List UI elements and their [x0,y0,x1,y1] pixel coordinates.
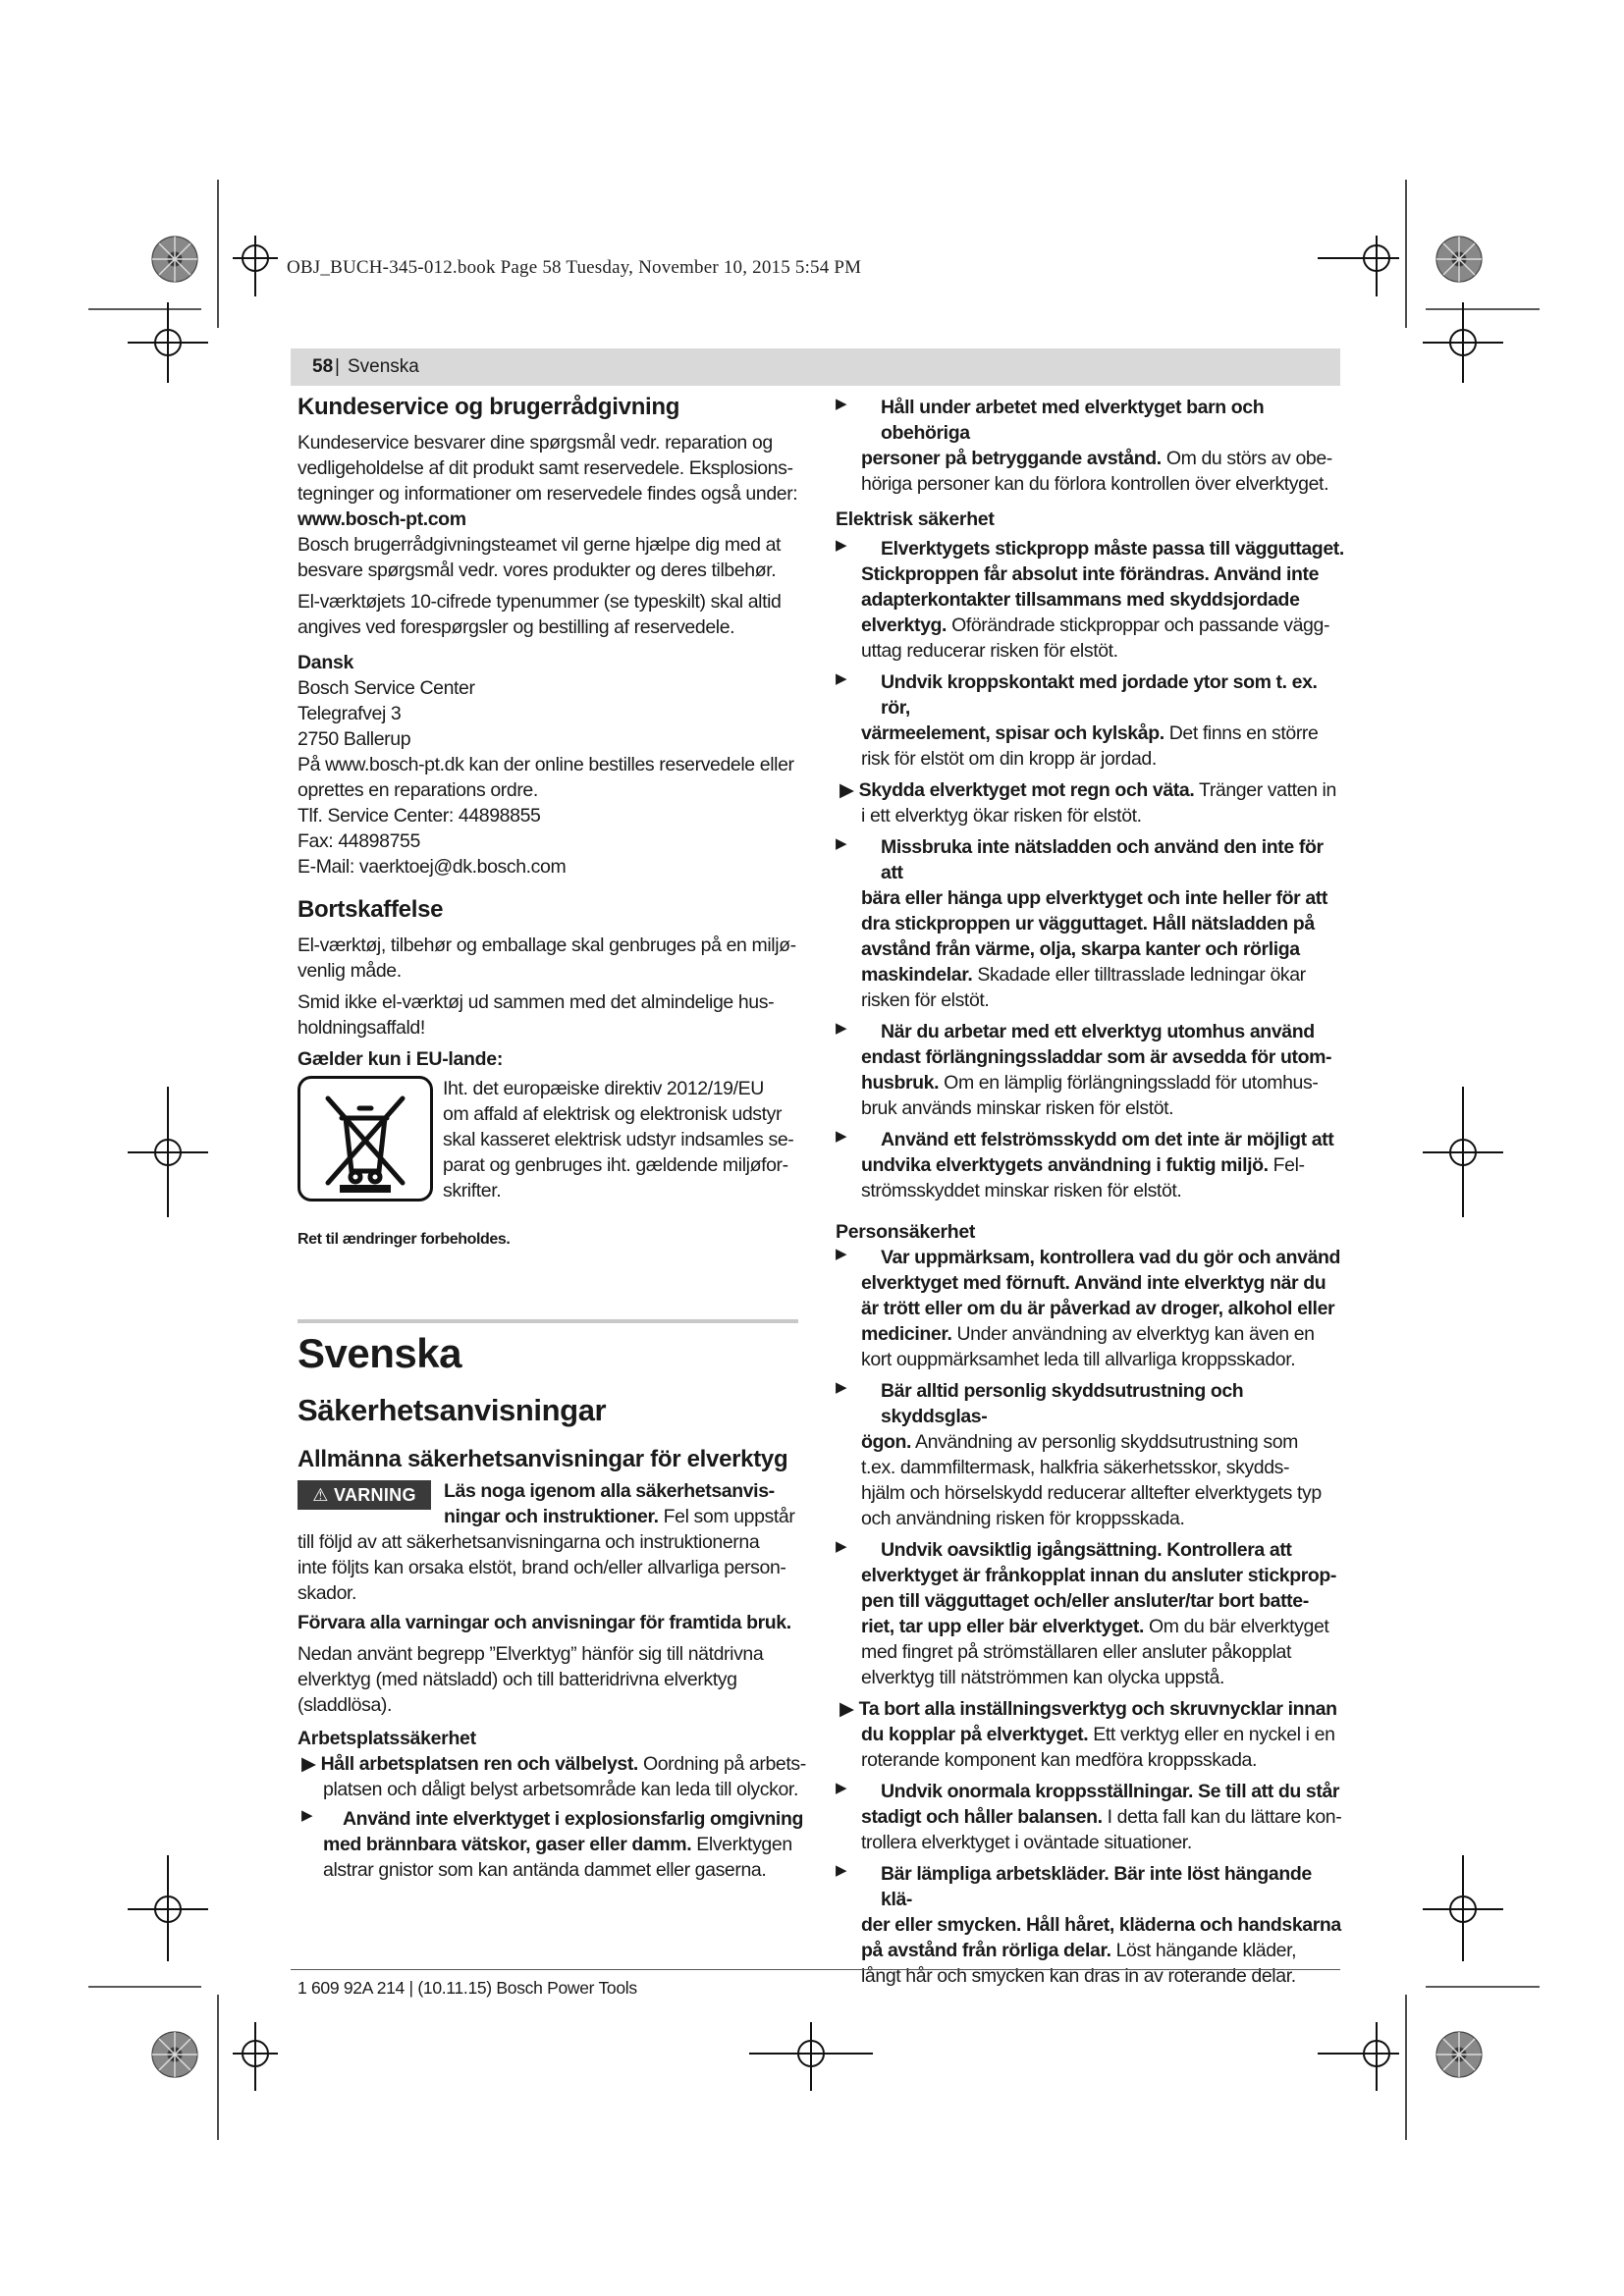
bullet-arrow-icon: ▶ [836,1379,847,1396]
list-item [836,1019,1346,1121]
registration-target-top-left [233,236,278,296]
text-span: Oordning på arbets- [637,1753,806,1775]
text-line: adapterkontakter tillsammans med skyddsjordade [861,589,1300,611]
text-line: (sladdlösa). [298,1694,392,1716]
bullet-arrow-icon: ▶ [836,1020,847,1037]
list-item [298,1751,808,1802]
text-span: Fel som uppstår [658,1506,795,1527]
left-column [298,393,808,1883]
text-span: Under användning av elverktyg kan även en [951,1323,1315,1345]
text-span: ögon. [861,1431,912,1453]
text-line: Undvik onormala kroppsställningar. Se till att du står [881,1781,1340,1802]
text-line: i ett elverktyg ökar risken för elstöt. [861,805,1142,827]
text-line: parat og genbruges iht. gældende miljøfor- [443,1154,788,1176]
list-item [836,1245,1346,1372]
text-line: risk för elstöt om din kropp är jordad. [861,748,1157,770]
text-line: Undvik kroppskontakt med jordade ytor som t. ex. rör, [881,671,1318,719]
text-span: Det finns en större [1164,722,1319,744]
text-span: personer på betryggande avstånd. [861,448,1162,469]
text-line: med fingret på strömställaren eller ansluter påkopplat [861,1641,1291,1663]
text-line: Elverktygets stickpropp måste passa till vägguttaget. [881,538,1344,560]
text-span: I detta fall kan du lättare kon- [1102,1806,1342,1828]
text-span: maskindelar. [861,964,973,986]
text-line: och användning risken för kroppsskada. [861,1508,1185,1529]
text-line: Använd inte elverktyget i explosionsfarlig omgivning [343,1808,803,1830]
text-span: Om du störs av obe- [1161,448,1332,469]
weee-bin-icon [298,1076,433,1201]
text-line: Stickproppen får absolut inte förändras. Använd inte [861,563,1320,585]
page-number: 58 [312,356,334,377]
list-item [836,1696,1346,1773]
text-span: undvika elverktygets användning i fuktig miljö. [861,1154,1269,1176]
text-line: risken för elstöt. [861,989,990,1011]
text-line: Tlf. Service Center: 44898855 [298,805,541,827]
text-span: Tränger vatten in [1194,779,1336,801]
bullet-arrow-icon: ▶ [839,1698,859,1720]
text-line: Fax: 44898755 [298,830,420,852]
text-line: Bosch Service Center [298,677,475,699]
text-line: om affald af elektrisk og elektronisk udstyr [443,1103,783,1125]
list-item [836,1378,1346,1531]
text-line: hjälm och hörselskydd reducerar alltefter elverktygets typ [861,1482,1322,1504]
list-item [836,777,1346,828]
weee-block [298,1076,808,1209]
text-line: El-værktøjets 10-cifrede typenummer (se typeskilt) skal altid [298,591,782,613]
registration-target-left-middle [128,1087,208,1217]
text-line: Nedan använt begrepp ”Elverktyg” hänför sig till nätdrivna [298,1643,764,1665]
text-line: roterande komponent kan medföra kroppsskada. [861,1749,1257,1771]
text-span: Löst hängande kläder, [1110,1940,1297,1961]
text-line: skador. [298,1582,357,1604]
heading-kundeservice: Kundeservice og brugerrådgivning [298,394,680,420]
list-item [836,1127,1346,1203]
registration-target-right-middle [1423,1087,1503,1217]
text-line: skrifter. [443,1180,502,1201]
bullet-arrow-icon: ▶ [836,396,847,412]
bullet-arrow-icon: ▶ [836,670,847,687]
text-line: endast förlängningssladdar som är avsedda för utom- [861,1046,1332,1068]
text-span: Elverktygen [691,1834,792,1855]
text-line: elverktyg (med nätsladd) och till batteridrivna elverktyg [298,1669,737,1690]
list-item [836,834,1346,1013]
text-line: elverktyget är frånkopplat innan du ansluter stickprop- [861,1565,1337,1586]
text-span: Om du bär elverktyget [1143,1616,1329,1637]
text-span: Användning av personlig skyddsutrustning som [911,1431,1298,1453]
text-line: Läs noga igenom alla säkerhetsanvis- [444,1480,775,1502]
text-line: Kundeservice besvarer dine spørgsmål vedr. reparation og [298,432,773,454]
registration-target-left-lower [128,1855,208,1961]
text-line: platsen och dåligt belyst arbetsområde kan leda till olyckor. [323,1779,798,1800]
text-line: inte följts kan orsaka elstöt, brand och/eller allvarliga person- [298,1557,786,1578]
text-span: mediciner. [861,1323,952,1345]
text-span: ningar och instruktioner. [444,1506,659,1527]
text-line: Telegrafvej 3 [298,703,402,724]
bullet-arrow-icon: ▶ [301,1753,321,1775]
text-line: uttag reducerar risken för elstöt. [861,640,1118,662]
text-line: besvare spørgsmål vedr. vores produkter og deres tilbehør. [298,560,777,581]
heading-elektrisk: Elektrisk säkerhet [836,508,995,530]
text-line: oprettes en reparations ordre. [298,779,538,801]
warning-block [298,1478,808,1529]
text-line: är trött eller om du är påverkad av droger, alkohol eller [861,1298,1335,1319]
text-line: tegninger og informationer om reservedele findes også under: [298,483,798,505]
bullet-arrow-icon: ▶ [836,1128,847,1145]
bullet-arrow-icon: ▶ [836,537,847,554]
warning-label: VARNING [333,1485,416,1505]
heading-personsakerhet: Personsäkerhet [836,1221,976,1243]
registration-target-left-upper [128,302,208,383]
text-line: Missbruka inte nätsladden och använd den inte för att [881,836,1324,883]
bullet-arrow-icon: ▶ [836,1246,847,1262]
text-span: du kopplar på elverktyget. [861,1724,1089,1745]
footer-text: 1 609 92A 214 | (10.11.15) Bosch Power Tools [298,1978,637,1998]
text-line: El-værktøj, tilbehør og emballage skal genbruges på en miljø- [298,934,796,956]
text-line: angives ved forespørgsler og bestilling af reservedele. [298,616,735,638]
text-line: Iht. det europæiske direktiv 2012/19/EU [443,1078,764,1099]
text-line: När du arbetar med ett elverktyg utomhus använd [881,1021,1315,1042]
text-line: Använd ett felströmsskydd om det inte är möjligt att [881,1129,1334,1150]
text-line: strömsskyddet minskar risken för elstöt. [861,1180,1182,1201]
text-line: Bär alltid personlig skyddsutrustning och skyddsglas- [881,1380,1244,1427]
text-line: elverktyget med förnuft. Använd inte elverktyg när du [861,1272,1326,1294]
text-span: Oförändrade stickproppar och passande vägg- [947,614,1330,636]
right-column [836,395,1346,1989]
text-line: der eller smycken. Håll håret, kläderna och handskarna [861,1914,1341,1936]
text-span: husbruk. [861,1072,940,1094]
registration-target-bottom-right [1318,2022,1399,2091]
text-line: långt hår och smycken kan dras in av roterande delar. [861,1965,1296,1987]
text-line: kort ouppmärksamhet leda till allvarliga kroppsskador. [861,1349,1296,1370]
text-span: elverktyg. [861,614,947,636]
list-item [836,669,1346,772]
text-span: på avstånd från rörliga delar. [861,1940,1111,1961]
text-line: alstrar gnistor som kan antända dammet eller gaserna. [323,1859,767,1881]
page-header-bar [291,348,1340,386]
bullet-arrow-icon: ▶ [836,1862,847,1879]
text-span: riet, tar upp eller bär elverktyget. [861,1616,1144,1637]
text-span: Håll arbetsplatsen ren och välbelyst. [320,1753,638,1775]
registration-target-right-upper [1423,302,1503,383]
text-line: Smid ikke el-værktøj ud sammen med det almindelige hus- [298,991,775,1013]
text-span: Ett verktyg eller en nyckel i en [1088,1724,1335,1745]
text-span: Ta bort alla inställningsverktyg och skruvnycklar innan [858,1698,1337,1720]
text-line: Undvik oavsiktlig igångsättning. Kontrollera att [881,1539,1292,1561]
text-line: dra stickproppen ur vägguttaget. Håll nätsladden på [861,913,1315,934]
text-line: vedligeholdelse af dit produkt samt reservedele. Eksplosions- [298,457,793,479]
registration-target-top-right [1318,236,1399,296]
warning-triangle-icon: ⚠ [312,1485,334,1505]
heading-allmanna: Allmänna säkerhetsanvisningar för elverktyg [298,1446,788,1472]
text-span: värmeelement, spisar och kylskåp. [861,722,1164,744]
heading-eu: Gælder kun i EU-lande: [298,1048,504,1070]
text-span: Om en lämplig förlängningssladd för utomhus- [939,1072,1319,1094]
text-line: Förvara alla varningar och anvisningar för framtida bruk. [298,1612,791,1633]
bullet-arrow-icon: ▶ [836,835,847,852]
bullet-arrow-icon: ▶ [836,1538,847,1555]
reservation-note: Ret til ændringer forbeholdes. [298,1231,511,1248]
text-line: Var uppmärksam, kontrollera vad du gör och använd [881,1247,1341,1268]
bullet-arrow-icon: ▶ [301,1807,313,1824]
title-svenska: Svenska [298,1330,461,1376]
print-slug: OBJ_BUCH-345-012.book Page 58 Tuesday, November 10, 2015 5:54 PM [287,257,862,278]
text-line: pen till vägguttaget och/eller ansluter/tar bort batte- [861,1590,1309,1612]
warning-badge [298,1480,431,1510]
text-line: höriga personer kan du förlora kontrollen över elverktyget. [861,473,1329,495]
text-line: 2750 Ballerup [298,728,411,750]
text-span: stadigt och håller balansen. [861,1806,1103,1828]
text-span: Skadade eller tilltrasslade ledningar ökar [972,964,1306,986]
header-section: Svenska [348,356,419,377]
text-span: Fel- [1268,1154,1305,1176]
text-line: Bär lämpliga arbetskläder. Bär inte löst hängande klä- [881,1863,1312,1910]
bosch-url-link[interactable]: www.bosch-pt.com [298,508,466,530]
text-line: trollera elverktyget i oväntade situationer. [861,1832,1192,1853]
text-line: till följd av att säkerhetsanvisningarna och instruktionerna [298,1531,760,1553]
subtitle-sakerhetsanvisningar: Säkerhetsanvisningar [298,1393,607,1427]
heading-bortskaffelse: Bortskaffelse [298,896,444,923]
list-item [836,1779,1346,1855]
bullet-arrow-icon: ▶ [836,1780,847,1796]
header-separator: | [335,356,340,377]
text-line: E-Mail: vaerktoej@dk.bosch.com [298,856,567,878]
text-line: t.ex. dammfiltermask, halkfria säkerhetsskor, skydds- [861,1457,1290,1478]
text-line: bruk används minskar risken för elstöt. [861,1097,1174,1119]
text-span: Skydda elverktyget mot regn och väta. [858,779,1195,801]
text-line: På www.bosch-pt.dk kan der online bestilles reservedele eller [298,754,794,775]
list-item [836,536,1346,664]
text-line: elverktyg till nätströmmen kan olycka uppstå. [861,1667,1225,1688]
registration-target-right-lower [1423,1855,1503,1961]
section-rule [298,1319,798,1323]
heading-dansk: Dansk [298,652,354,673]
text-line: holdningsaffald! [298,1017,425,1039]
registration-target-bottom-center [749,2022,873,2091]
heading-arbetsplats: Arbetsplatssäkerhet [298,1728,476,1749]
bullet-arrow-icon: ▶ [839,779,859,801]
text-line: avstånd från värme, olja, skarpa kanter och rörliga [861,938,1300,960]
text-line: Håll under arbetet med elverktyget barn och obehöriga [881,397,1265,444]
text-line: skal kasseret elektrisk udstyr indsamles se- [443,1129,794,1150]
list-item [836,395,1346,497]
text-line: Bosch brugerrådgivningsteamet vil gerne hjælpe dig med at [298,534,782,556]
text-line: bära eller hänga upp elverktyget och inte heller för att [861,887,1327,909]
text-span: med brännbara vätskor, gaser eller damm. [323,1834,692,1855]
list-item [836,1537,1346,1690]
text-line: venlig måde. [298,960,402,982]
list-item [298,1806,808,1883]
registration-target-bottom-left [233,2022,278,2091]
